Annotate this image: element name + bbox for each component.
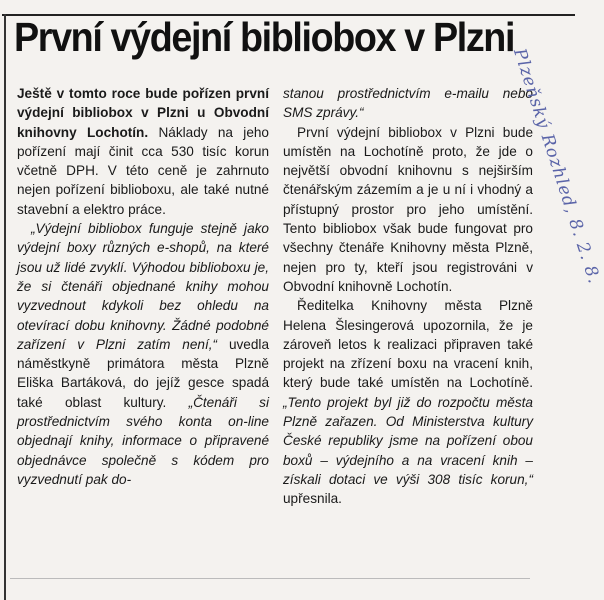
article-column-left: [17, 84, 269, 489]
article-column-right: [283, 84, 533, 509]
director-quote: „Tento projekt byl již do rozpočtu města Plzně zařazen. Od Ministerstva kultury České republiky jsme na pořízení obou boxů – výdejního a na vracení knih – získali dotaci ve výši 308 tisíc korun,“: [283, 394, 533, 487]
quote-continuation: stanou prostřednictvím e-mailu nebo SMS zprávy.“: [283, 86, 533, 121]
director-end: upřesnila.: [283, 491, 342, 507]
location-paragraph: První výdejní bibliobox v Plzni bude umístěn na Lochotíně proto, že jde o největší obvodní knihovnu s nejširším čtenářským zázemím a je u ní i vhodný a přístupný prostor pro jeho umístění. Tento bibliobox však bude fungovat pro všechny čtenáře Knihovny města Plzně, nejen pro ty, kteří jsou registrováni v Obvodní knihovně Lochotín.: [283, 124, 533, 294]
lead-paragraph: [17, 84, 269, 219]
lead-text: Ještě v tomto roce bude pořízen první výdejní bibliobox v Plzni u Obvodní knihovny Lochotín.: [17, 86, 269, 140]
director-text: Ředitelka Knihovny města Plzně Helena Šlesingerová upozornila, že je zároveň letos k realizaci připraven také projekt na zřízení boxu na vracení knih, který bude také umístěn na Lochotíně.: [283, 298, 533, 391]
lead-rest: Náklady na jeho pořízení mají činit cca 530 tisíc korun včetně DPH. V této ceně je zahrnuto nejen pořízení biblioboxu, ale také nutné stavební a elektro práce.: [17, 124, 269, 217]
handwritten-source-note: Plzeňský Rozhled, 8. 2. 8.: [508, 46, 604, 287]
quote-part-2: „Čtenáři si prostřednictvím svého konta on-line objednají knihy, informace o připravené objednávce společně s kódem pro vyzvednutí pak do-: [17, 394, 269, 487]
director-paragraph: [283, 296, 533, 508]
bottom-edge: [10, 578, 530, 579]
quote-paragraph: [17, 219, 269, 489]
left-rule: [4, 14, 6, 600]
quote-part-1: „Výdejní bibliobox funguje stejně jako výdejní boxy různých e-shopů, na které jsou už lidé zvyklí. Výhodou biblioboxu je, že si čtenáři objednané knihy mohou vyzvednout kdykoli bez ohledu na otevírací dobu knihovny. Žádné podobné zařízení v Plzni zatím není,“: [17, 221, 269, 352]
headline: První výdejní bibliobox v Plzni: [14, 14, 515, 60]
attribution: uvedla náměstkyně primátora města Plzně Eliška Bartáková, do jejíž gesce spadá také oblast kultury.: [17, 336, 270, 410]
